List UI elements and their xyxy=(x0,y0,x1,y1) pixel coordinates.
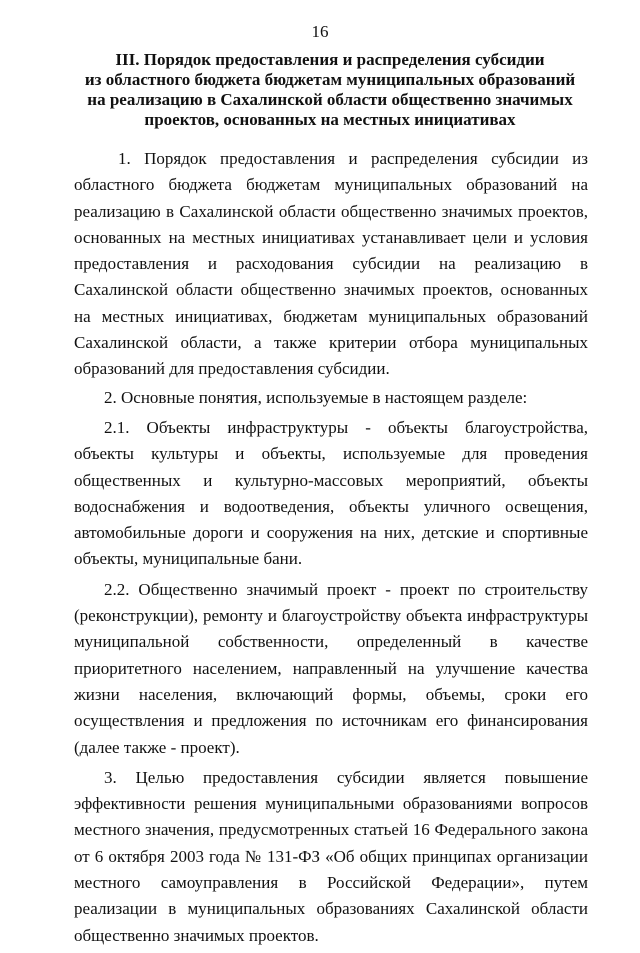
paragraph-2-1: 2.1. Объекты инфраструктуры - объекты благоустройства, объекты культуры и объекты, используемые для проведения общественных и культурно-массовых мероприятий, объекты водоснабжения и водоотведения, объекты уличного освещения, автомобильные дороги и сооружения на них, детские и спортивные объекты, муниципальные бани. xyxy=(74,417,588,569)
paragraph-2: 2. Основные понятия, используемые в настоящем разделе: xyxy=(104,387,528,407)
paragraph-2-2: 2.2. Общественно значимый проект - проект по строительству (реконструкции), ремонту и благоустройству объекта инфраструктуры муниципальной собственности, определенный в качестве приоритетного населением, направленный на улучшение качества жизни населения, включающий формы, объемы, сроки его осуществления и предложения по источникам его финансирования (далее также - проект). xyxy=(74,579,588,757)
section-title-line: проектов, основанных на местных инициативах xyxy=(144,110,516,129)
paragraph-3: 3. Целью предоставления субсидии является повышение эффективности решения муниципальными образованиями вопросов местного значения, предусмотренных статьей 16 Федерального закона от 6 октября 2003 года № 131-ФЗ «Об общих принципах организации местного самоуправления в Российской Федерации», путем реализации в муниципальных образованиях Сахалинской области общественно значимых проектов. xyxy=(74,767,588,945)
section-title-line: III. Порядок предоставления и распределения субсидии xyxy=(115,50,545,69)
section-title xyxy=(80,50,580,130)
page-number: 16 xyxy=(311,22,329,41)
document-body xyxy=(74,146,588,953)
section-title-line: на реализацию в Сахалинской области общественно значимых xyxy=(87,90,573,109)
section-title-line: из областного бюджета бюджетам муниципальных образований xyxy=(84,70,576,89)
paragraph-1: 1. Порядок предоставления и распределения субсидии из областного бюджета бюджетам муниципальных образований на реализацию в Сахалинской области общественно значимых проектов, основанных на местных инициативах устанавливает цели и условия предоставления и расходования субсидии на реализацию в Сахалинской области общественно значимых проектов, основанных на местных инициативах, бюджетам муниципальных образований Сахалинской области, а также критерии отбора муниципальных образований для предоставления субсидии. xyxy=(74,149,588,379)
